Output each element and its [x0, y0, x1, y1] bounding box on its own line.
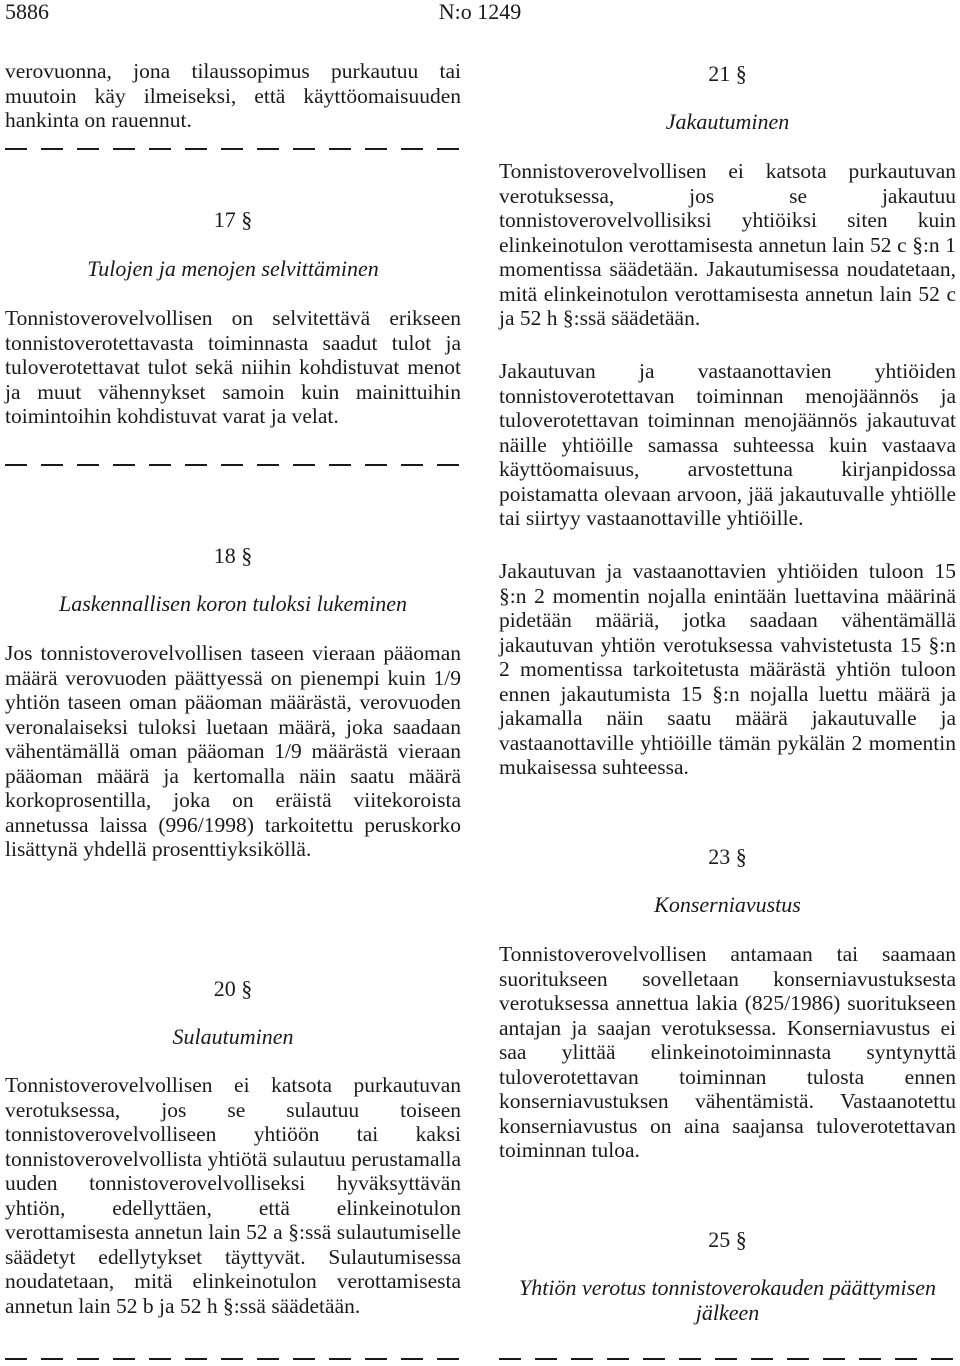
section-17-title: Tulojen ja menojen selvittäminen: [87, 256, 379, 281]
omission-dashes: [5, 464, 461, 466]
section-21-title: Jakautuminen: [665, 109, 790, 134]
section-25-number: 25 §: [708, 1227, 747, 1252]
issue-number: N:o 1249: [438, 0, 522, 24]
section-21-number: 21 §: [708, 61, 747, 86]
section-17-body: Tonnistoverovelvollisen on selvitettävä erikseen tonnistoverotettavasta toiminnasta saadut tulot ja tuloverotettavat tulot sekä niihin kohdistuvat menot ja muut vähennykset samoin kuin mainittuihin toimintoihin kohdistuvat varat ja velat.: [5, 306, 461, 428]
section-18-title: Laskennallisen koron tuloksi lukeminen: [58, 591, 408, 616]
section-20-body: Tonnistoverovelvollisen ei katsota purkautuvan verotuksessa, jos se sulautuu toiseen tonnistoverovelvolliseen yhtiöön tai kaksi tonnistoverovelvollista yhtiötä sulautuu perustamalla uuden tonnistoverovelvolliseksi hyväksyttävän yhtiön, edellyttäen, että elinkeinotulon verottamisesta annetun lain 52 a §:ssä sulautumiselle säädetyt edellytykset täyttyvät. Sulautumisessa noudatetaan, mitä elinkeinotulon verottamisesta annetun lain 52 b ja 52 h §:ssä säädetään.: [5, 1073, 461, 1318]
section-25-title: Yhtiön verotus tonnistoverokauden päättymisen jälkeen: [519, 1275, 936, 1325]
omission-dashes: [5, 1358, 461, 1360]
section-23-body: Tonnistoverovelvollisen antamaan tai saamaan suoritukseen sovelletaan konserniavustuksesta verotuksessa annettua lakia (825/1986) suoritukseen antajan ja saajan verotuksessa. Konserniavustus ei saa ylittää elinkeinotoiminnasta syntynyttä tuloverotettavan toiminnan tulosta ennen konserniavustuksen vähentämistä. Vastaanotettu konserniavustus on aina saajansa tuloverotettavan toiminnan tuloa.: [499, 942, 956, 1162]
section-21-paragraph-2: Jakautuvan ja vastaanottavien yhtiöiden tonnistoverotettavan toiminnan menojäännös ja tuloverotettavan toiminnan menojäännös jakautuvat näille yhtiöille samassa suhteessa kuin vastaava käyttöomaisuus, arvostettuna kirjanpidossa poistamatta olevaan arvoon, jää jakautuvalle yhtiölle tai siirtyy vastaanottaville yhtiöille.: [499, 359, 956, 530]
section-18-number: 18 §: [213, 543, 253, 568]
section-18-body: Jos tonnistoverovelvollisen taseen vieraan pääoman määrä verovuoden päättyessä on pienempi kuin 1/9 yhtiön taseen oman pääoman määrästä, verovuoden veronalaiseksi tuloksi luetaan määrä, joka saadaan vähentämällä oman pääoman 1/9 määrästä vieraan pääoman määrä ja kertomalla näin saatu määrä korkoprosentilla, joka on eräistä viitekoroista annetussa laissa (996/1998) tarkoitettu peruskorko lisättynä yhdellä prosenttiyksiköllä.: [5, 641, 461, 861]
section-17-number: 17 §: [213, 207, 253, 232]
section-21-paragraph-3: Jakautuvan ja vastaanottavien yhtiöiden tuloon 15 §:n 2 momentin nojalla enintään luettavina määrinä pidetään määriä, jotka saadaan vähentämällä jakautuvan yhtiön verotuksessa vahvistetusta 15 §:n 2 momentissa tarkoitetusta määrästä yhtiön tuloon ennen jakautumista 15 §:n nojalla luettu määrä ja jakamalla näin saatu määrä jakautuvalle ja vastaanottaville yhtiöille tämän pykälän 2 momentin mukaisessa suhteessa.: [499, 559, 956, 779]
page-header: [0, 0, 960, 30]
page-number: 5886: [5, 0, 49, 24]
section-23-title: Konserniavustus: [654, 892, 801, 917]
section-21-paragraph-1: Tonnistoverovelvollisen ei katsota purkautuvan verotuksessa, jos se jakautuu tonnistoverovelvollisiksi yhtiöiksi siten kuin elinkeinotulon verottamisesta annetun lain 52 c §:n 1 momentissa säädetään. Jakautumisessa noudatetaan, mitä elinkeinotulon verottamisesta annetun lain 52 c ja 52 h §:ssä säädetään.: [499, 159, 956, 330]
section-20-title: Sulautuminen: [172, 1024, 294, 1049]
omission-dashes: [499, 1358, 956, 1360]
continued-paragraph: verovuonna, jona tilaussopimus purkautuu tai muutoin käy ilmeiseksi, että käyttöomaisuuden hankinta on rauennut.: [5, 59, 461, 132]
omission-dashes: [5, 148, 461, 150]
section-23-number: 23 §: [708, 844, 747, 869]
section-20-number: 20 §: [213, 976, 253, 1001]
